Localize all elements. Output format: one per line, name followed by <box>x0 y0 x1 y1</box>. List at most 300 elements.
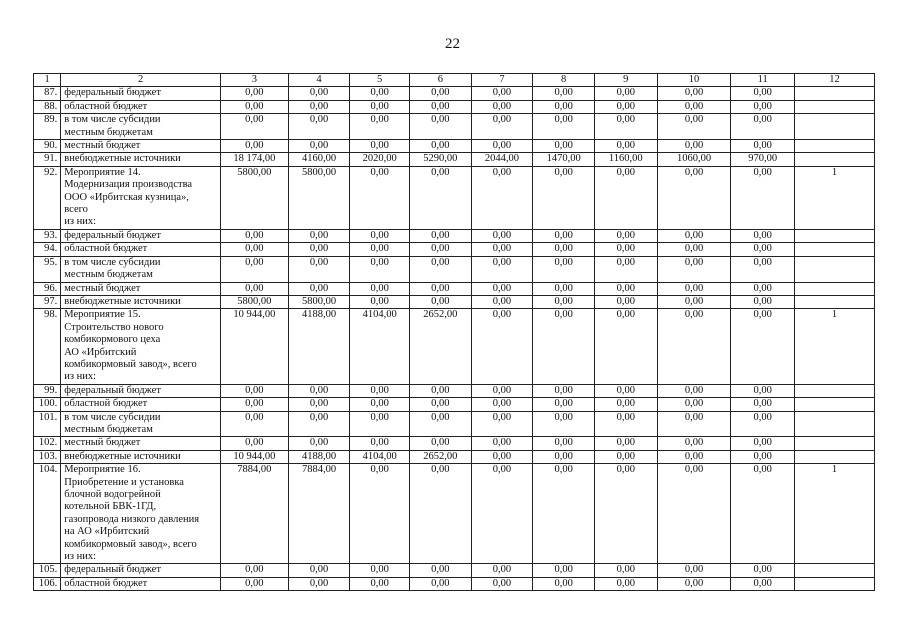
value-cell: 0,00 <box>731 309 795 384</box>
value-cell: 7884,00 <box>220 464 288 564</box>
table-row <box>34 229 875 242</box>
value-cell: 0,00 <box>350 114 410 140</box>
value-cell: 0,00 <box>657 309 731 384</box>
value-cell: 0,00 <box>350 437 410 450</box>
row-name-line: в том числе субсидии <box>64 256 161 268</box>
table-row <box>34 153 875 166</box>
col12-cell <box>795 411 875 437</box>
value-cell: 5290,00 <box>409 153 471 166</box>
value-cell: 2652,00 <box>409 309 471 384</box>
row-name-line: федеральный бюджет <box>64 229 161 241</box>
col12-cell <box>795 398 875 411</box>
value-cell: 0,00 <box>220 437 288 450</box>
value-cell: 0,00 <box>731 243 795 256</box>
row-name-line: Мероприятие 15. <box>64 309 141 321</box>
value-cell: 0,00 <box>533 114 595 140</box>
col12-cell: 1 <box>795 309 875 384</box>
value-cell: 10 944,00 <box>220 450 288 463</box>
value-cell: 0,00 <box>594 114 657 140</box>
value-cell: 0,00 <box>657 243 731 256</box>
row-number: 104. <box>34 464 61 564</box>
row-name-line: областной бюджет <box>64 100 148 112</box>
row-name-line: Приобретение и установка <box>64 476 184 488</box>
header-cell: 8 <box>533 74 595 87</box>
value-cell: 0,00 <box>594 437 657 450</box>
value-cell: 0,00 <box>594 229 657 242</box>
col12-cell <box>795 564 875 577</box>
col12-cell: 1 <box>795 464 875 564</box>
value-cell: 0,00 <box>731 464 795 564</box>
value-cell: 2044,00 <box>471 153 533 166</box>
table-row <box>34 256 875 282</box>
value-cell: 5800,00 <box>288 295 350 308</box>
row-name-line: местный бюджет <box>64 140 141 152</box>
value-cell: 0,00 <box>533 398 595 411</box>
table-row <box>34 309 875 384</box>
value-cell: 2020,00 <box>350 153 410 166</box>
row-name <box>61 140 221 153</box>
header-row <box>34 74 875 87</box>
value-cell: 0,00 <box>288 229 350 242</box>
value-cell: 0,00 <box>731 282 795 295</box>
value-cell: 0,00 <box>288 437 350 450</box>
value-cell: 0,00 <box>657 140 731 153</box>
value-cell: 0,00 <box>350 411 410 437</box>
value-cell: 0,00 <box>657 411 731 437</box>
table-row <box>34 87 875 100</box>
value-cell: 0,00 <box>409 100 471 113</box>
col12-cell <box>795 295 875 308</box>
value-cell: 0,00 <box>731 295 795 308</box>
value-cell: 0,00 <box>471 464 533 564</box>
value-cell: 0,00 <box>471 309 533 384</box>
row-number: 94. <box>34 243 61 256</box>
value-cell: 0,00 <box>533 437 595 450</box>
value-cell: 0,00 <box>471 87 533 100</box>
table-body <box>34 87 875 591</box>
value-cell: 0,00 <box>594 577 657 590</box>
row-number: 100. <box>34 398 61 411</box>
value-cell: 0,00 <box>288 140 350 153</box>
row-number: 93. <box>34 229 61 242</box>
row-name-line: внебюджетные источники <box>64 450 181 462</box>
value-cell: 5800,00 <box>220 295 288 308</box>
table-row <box>34 100 875 113</box>
value-cell: 0,00 <box>409 437 471 450</box>
value-cell: 5800,00 <box>220 166 288 229</box>
header-cell: 3 <box>220 74 288 87</box>
row-number: 98. <box>34 309 61 384</box>
value-cell: 0,00 <box>657 295 731 308</box>
value-cell: 0,00 <box>409 384 471 397</box>
value-cell: 0,00 <box>533 295 595 308</box>
value-cell: 7884,00 <box>288 464 350 564</box>
value-cell: 0,00 <box>471 256 533 282</box>
col12-cell <box>795 100 875 113</box>
value-cell: 0,00 <box>731 256 795 282</box>
value-cell: 0,00 <box>594 140 657 153</box>
value-cell: 0,00 <box>471 295 533 308</box>
value-cell: 0,00 <box>471 564 533 577</box>
value-cell: 4188,00 <box>288 450 350 463</box>
col12-cell <box>795 450 875 463</box>
value-cell: 0,00 <box>657 87 731 100</box>
value-cell: 0,00 <box>471 140 533 153</box>
value-cell: 0,00 <box>471 450 533 463</box>
row-name-line: внебюджетные источники <box>64 295 181 307</box>
value-cell: 0,00 <box>657 114 731 140</box>
value-cell: 0,00 <box>594 398 657 411</box>
row-name-line: из них: <box>64 371 97 383</box>
row-name-line: всего <box>64 204 88 216</box>
value-cell: 5800,00 <box>288 166 350 229</box>
col12-cell <box>795 153 875 166</box>
value-cell: 0,00 <box>409 256 471 282</box>
table-row <box>34 450 875 463</box>
value-cell: 0,00 <box>657 229 731 242</box>
value-cell: 0,00 <box>533 100 595 113</box>
col12-cell <box>795 114 875 140</box>
row-name <box>61 411 221 437</box>
row-name-line: федеральный бюджет <box>64 564 161 576</box>
header-cell: 12 <box>795 74 875 87</box>
row-name <box>61 243 221 256</box>
value-cell: 0,00 <box>409 282 471 295</box>
row-name-line: федеральный бюджет <box>64 384 161 396</box>
value-cell: 0,00 <box>471 229 533 242</box>
value-cell: 0,00 <box>533 384 595 397</box>
value-cell: 0,00 <box>471 114 533 140</box>
value-cell: 0,00 <box>657 100 731 113</box>
value-cell: 0,00 <box>657 450 731 463</box>
value-cell: 0,00 <box>350 243 410 256</box>
value-cell: 0,00 <box>350 564 410 577</box>
value-cell: 0,00 <box>533 87 595 100</box>
col12-cell <box>795 256 875 282</box>
header-cell: 6 <box>409 74 471 87</box>
value-cell: 0,00 <box>409 166 471 229</box>
value-cell: 0,00 <box>657 384 731 397</box>
value-cell: 0,00 <box>594 411 657 437</box>
row-number: 101. <box>34 411 61 437</box>
row-name-line: в том числе субсидии <box>64 411 161 423</box>
value-cell: 0,00 <box>594 464 657 564</box>
header-cell: 1 <box>34 74 61 87</box>
row-number: 105. <box>34 564 61 577</box>
table-row <box>34 437 875 450</box>
value-cell: 0,00 <box>409 87 471 100</box>
row-name-line: блочной водогрейной <box>64 489 161 500</box>
value-cell: 0,00 <box>288 282 350 295</box>
value-cell: 0,00 <box>594 243 657 256</box>
value-cell: 0,00 <box>533 411 595 437</box>
value-cell: 1060,00 <box>657 153 731 166</box>
row-name-line: местный бюджет <box>64 437 141 449</box>
value-cell: 0,00 <box>288 384 350 397</box>
row-name-line: из них: <box>64 216 97 228</box>
value-cell: 0,00 <box>350 295 410 308</box>
value-cell: 0,00 <box>657 564 731 577</box>
value-cell: 0,00 <box>731 229 795 242</box>
value-cell: 0,00 <box>288 256 350 282</box>
row-number: 88. <box>34 100 61 113</box>
value-cell: 0,00 <box>471 384 533 397</box>
value-cell: 0,00 <box>288 411 350 437</box>
value-cell: 0,00 <box>594 384 657 397</box>
header-cell: 7 <box>471 74 533 87</box>
value-cell: 0,00 <box>533 140 595 153</box>
value-cell: 4104,00 <box>350 309 410 384</box>
row-name-line: на АО «Ирбитский <box>64 526 150 538</box>
row-name-line: Модернизация производства <box>64 179 193 191</box>
value-cell: 0,00 <box>220 100 288 113</box>
row-name-line: Строительство нового <box>64 321 164 333</box>
row-name-line: Мероприятие 14. <box>64 166 141 178</box>
table-row <box>34 295 875 308</box>
value-cell: 0,00 <box>220 384 288 397</box>
row-number: 95. <box>34 256 61 282</box>
value-cell: 0,00 <box>288 114 350 140</box>
value-cell: 0,00 <box>409 577 471 590</box>
header-cell: 5 <box>350 74 410 87</box>
value-cell: 0,00 <box>731 411 795 437</box>
value-cell: 1470,00 <box>533 153 595 166</box>
row-number: 99. <box>34 384 61 397</box>
value-cell: 0,00 <box>731 384 795 397</box>
row-name <box>61 153 221 166</box>
row-name <box>61 166 221 229</box>
value-cell: 970,00 <box>731 153 795 166</box>
table-row <box>34 411 875 437</box>
row-name-line: местным бюджетам <box>64 269 153 281</box>
value-cell: 0,00 <box>594 166 657 229</box>
col12-cell <box>795 577 875 590</box>
value-cell: 0,00 <box>533 450 595 463</box>
row-number: 89. <box>34 114 61 140</box>
value-cell: 0,00 <box>350 256 410 282</box>
value-cell: 0,00 <box>731 87 795 100</box>
row-name-line: местный бюджет <box>64 282 141 294</box>
row-number: 102. <box>34 437 61 450</box>
row-name <box>61 398 221 411</box>
value-cell: 0,00 <box>409 229 471 242</box>
header-cell: 2 <box>61 74 221 87</box>
value-cell: 0,00 <box>220 411 288 437</box>
col12-cell <box>795 243 875 256</box>
value-cell: 0,00 <box>594 256 657 282</box>
value-cell: 0,00 <box>594 87 657 100</box>
value-cell: 1160,00 <box>594 153 657 166</box>
value-cell: 0,00 <box>731 450 795 463</box>
value-cell: 0,00 <box>220 398 288 411</box>
table-row <box>34 166 875 229</box>
row-number: 92. <box>34 166 61 229</box>
value-cell: 0,00 <box>471 411 533 437</box>
value-cell: 0,00 <box>657 256 731 282</box>
value-cell: 0,00 <box>731 437 795 450</box>
row-name <box>61 256 221 282</box>
value-cell: 0,00 <box>350 384 410 397</box>
table-row <box>34 564 875 577</box>
value-cell: 0,00 <box>350 87 410 100</box>
value-cell: 0,00 <box>409 114 471 140</box>
value-cell: 0,00 <box>350 282 410 295</box>
value-cell: 0,00 <box>220 243 288 256</box>
value-cell: 0,00 <box>471 100 533 113</box>
value-cell: 4104,00 <box>350 450 410 463</box>
header-cell: 9 <box>594 74 657 87</box>
header-cell: 4 <box>288 74 350 87</box>
row-number: 97. <box>34 295 61 308</box>
value-cell: 0,00 <box>533 309 595 384</box>
row-name <box>61 282 221 295</box>
row-name <box>61 564 221 577</box>
row-name-line: местным бюджетам <box>64 126 153 138</box>
row-name <box>61 309 221 384</box>
row-name-line: газопровода низкого давления <box>64 513 200 525</box>
value-cell: 0,00 <box>471 243 533 256</box>
value-cell: 0,00 <box>533 229 595 242</box>
value-cell: 0,00 <box>350 229 410 242</box>
value-cell: 0,00 <box>657 437 731 450</box>
value-cell: 0,00 <box>471 398 533 411</box>
value-cell: 0,00 <box>731 140 795 153</box>
value-cell: 0,00 <box>288 243 350 256</box>
value-cell: 0,00 <box>594 564 657 577</box>
value-cell: 4160,00 <box>288 153 350 166</box>
row-name <box>61 100 221 113</box>
row-name <box>61 229 221 242</box>
value-cell: 0,00 <box>350 100 410 113</box>
value-cell: 0,00 <box>533 282 595 295</box>
row-name-line: областной бюджет <box>64 577 148 589</box>
value-cell: 10 944,00 <box>220 309 288 384</box>
table-row <box>34 282 875 295</box>
value-cell: 0,00 <box>533 166 595 229</box>
row-name <box>61 437 221 450</box>
row-name <box>61 295 221 308</box>
value-cell: 0,00 <box>731 166 795 229</box>
row-name-line: областной бюджет <box>64 243 148 255</box>
value-cell: 0,00 <box>220 87 288 100</box>
header-cell: 11 <box>731 74 795 87</box>
value-cell: 0,00 <box>731 398 795 411</box>
col12-cell <box>795 229 875 242</box>
value-cell: 0,00 <box>731 577 795 590</box>
row-name <box>61 87 221 100</box>
value-cell: 0,00 <box>471 577 533 590</box>
col12-cell: 1 <box>795 166 875 229</box>
row-name <box>61 577 221 590</box>
value-cell: 0,00 <box>471 166 533 229</box>
col12-cell <box>795 437 875 450</box>
value-cell: 0,00 <box>533 577 595 590</box>
table-row <box>34 114 875 140</box>
value-cell: 0,00 <box>657 577 731 590</box>
row-name <box>61 384 221 397</box>
page-number: 22 <box>445 36 460 52</box>
row-number: 90. <box>34 140 61 153</box>
row-number: 96. <box>34 282 61 295</box>
value-cell: 0,00 <box>220 577 288 590</box>
value-cell: 0,00 <box>594 295 657 308</box>
row-name-line: областной бюджет <box>64 398 148 410</box>
value-cell: 0,00 <box>657 398 731 411</box>
value-cell: 0,00 <box>288 100 350 113</box>
row-name-line: котельной БВК-1ГД, <box>64 501 157 513</box>
row-name-line: внебюджетные источники <box>64 153 181 165</box>
value-cell: 0,00 <box>220 114 288 140</box>
value-cell: 0,00 <box>533 256 595 282</box>
value-cell: 0,00 <box>657 282 731 295</box>
value-cell: 0,00 <box>409 398 471 411</box>
row-number: 91. <box>34 153 61 166</box>
row-name-line: АО «Ирбитский <box>64 346 137 358</box>
row-name <box>61 450 221 463</box>
header-cell: 10 <box>657 74 731 87</box>
value-cell: 0,00 <box>731 564 795 577</box>
value-cell: 0,00 <box>350 166 410 229</box>
row-name-line: комбикормовый завод», всего <box>64 358 197 370</box>
value-cell: 0,00 <box>471 437 533 450</box>
value-cell: 2652,00 <box>409 450 471 463</box>
value-cell: 4188,00 <box>288 309 350 384</box>
budget-table <box>33 73 875 591</box>
value-cell: 0,00 <box>220 229 288 242</box>
row-name-line: комбикормового цеха <box>64 334 161 346</box>
value-cell: 0,00 <box>350 464 410 564</box>
value-cell: 0,00 <box>220 256 288 282</box>
value-cell: 0,00 <box>731 100 795 113</box>
value-cell: 0,00 <box>731 114 795 140</box>
value-cell: 0,00 <box>288 398 350 411</box>
value-cell: 0,00 <box>350 140 410 153</box>
row-name-line: федеральный бюджет <box>64 87 161 99</box>
value-cell: 0,00 <box>409 243 471 256</box>
table-row <box>34 384 875 397</box>
col12-cell <box>795 87 875 100</box>
value-cell: 0,00 <box>350 398 410 411</box>
row-name-line: местным бюджетам <box>64 423 153 435</box>
row-number: 87. <box>34 87 61 100</box>
value-cell: 0,00 <box>409 295 471 308</box>
value-cell: 0,00 <box>409 464 471 564</box>
value-cell: 0,00 <box>288 564 350 577</box>
value-cell: 0,00 <box>533 564 595 577</box>
table-row <box>34 577 875 590</box>
value-cell: 0,00 <box>594 282 657 295</box>
row-name-line: ООО «Ирбитская кузница», <box>64 191 189 203</box>
table-row <box>34 243 875 256</box>
row-name <box>61 464 221 564</box>
value-cell: 0,00 <box>409 564 471 577</box>
value-cell: 0,00 <box>657 166 731 229</box>
value-cell: 0,00 <box>409 411 471 437</box>
table-row <box>34 398 875 411</box>
row-number: 106. <box>34 577 61 590</box>
value-cell: 18 174,00 <box>220 153 288 166</box>
row-name-line: Мероприятие 16. <box>64 464 141 476</box>
row-number: 103. <box>34 450 61 463</box>
value-cell: 0,00 <box>350 577 410 590</box>
value-cell: 0,00 <box>471 282 533 295</box>
value-cell: 0,00 <box>594 450 657 463</box>
value-cell: 0,00 <box>220 564 288 577</box>
value-cell: 0,00 <box>533 464 595 564</box>
col12-cell <box>795 140 875 153</box>
row-name-line: из них: <box>64 551 97 563</box>
value-cell: 0,00 <box>657 464 731 564</box>
